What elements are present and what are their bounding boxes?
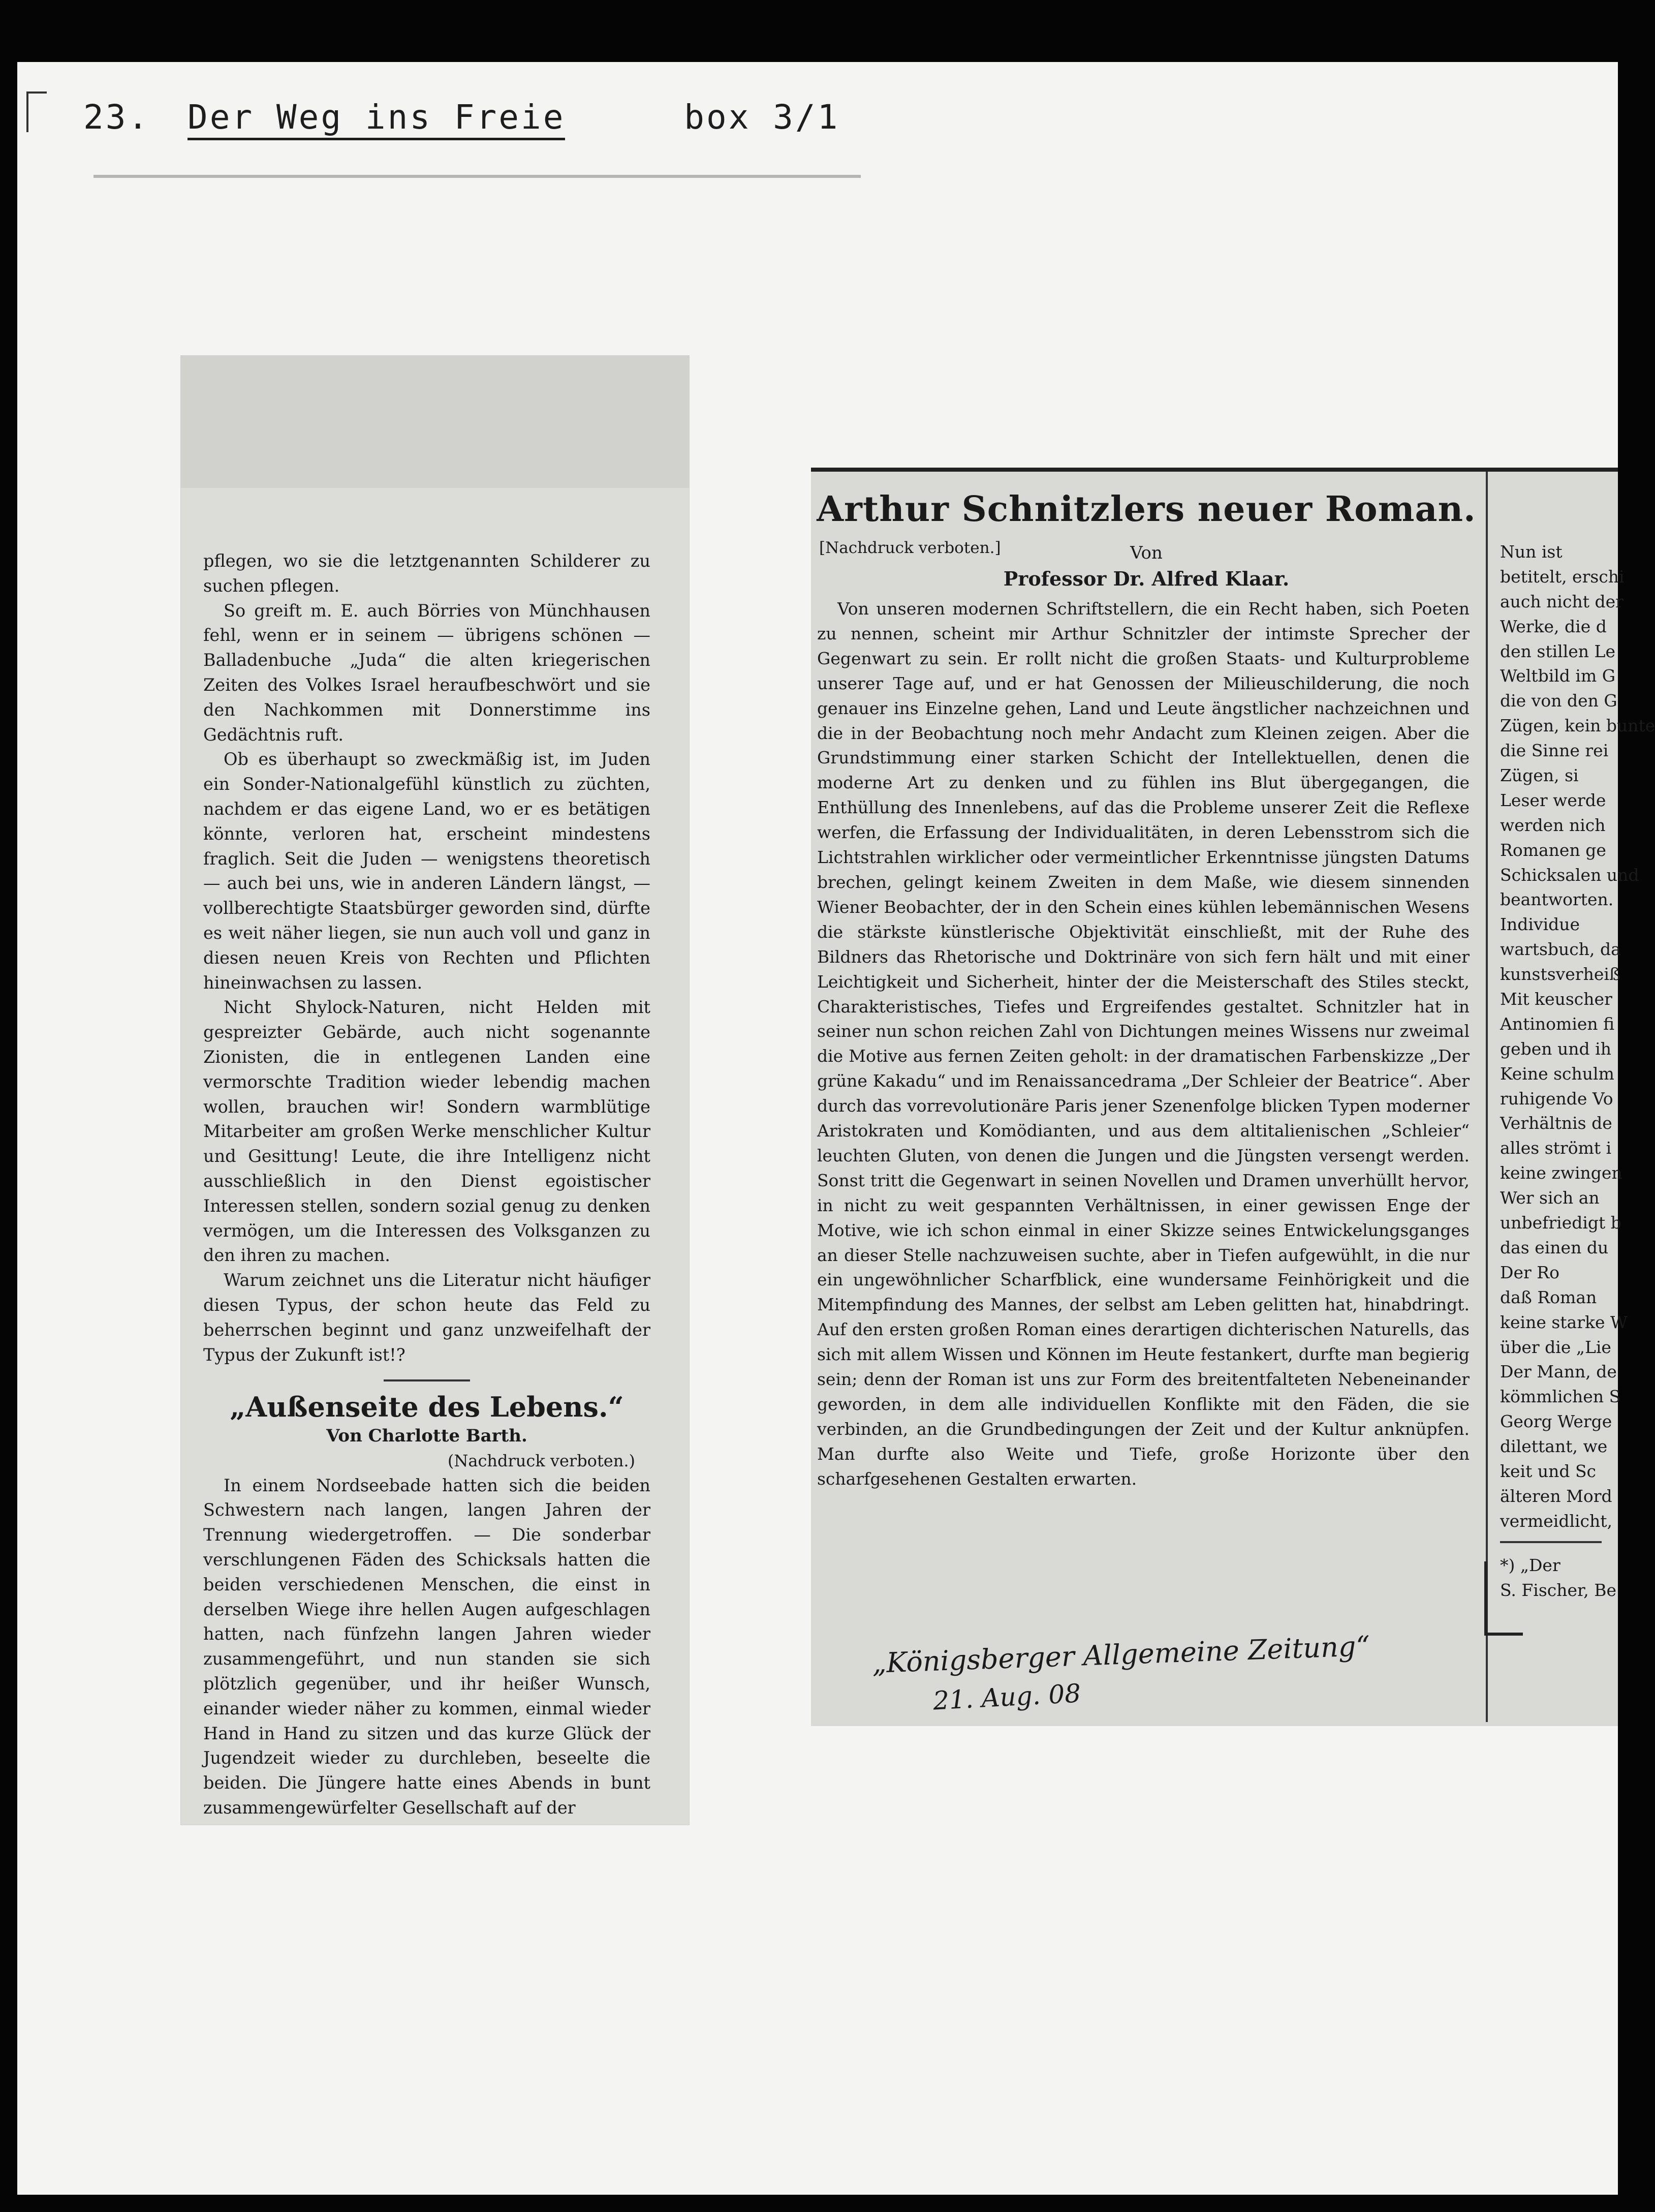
adjacent-column-line: die von den G [1500, 691, 1617, 711]
article-author: Professor Dr. Alfred Klaar. [1003, 567, 1290, 590]
adjacent-column-line: geben und ih [1500, 1038, 1611, 1059]
article-von: Von [1130, 543, 1163, 563]
adjacent-column-line: alles strömt i [1500, 1138, 1612, 1158]
adjacent-column-line: Leser werde [1500, 790, 1606, 810]
adjacent-column-line: die Sinne rei [1500, 741, 1609, 761]
adjacent-column-line: betitelt, erschi [1500, 566, 1625, 587]
left-paragraph: Nicht Shylock-Naturen, nicht Helden mit gespreizter Gebärde, auch nicht sogenannte Zionisten, die in entlegenen Landen eine vermorschte Tradition wieder lebendig machen wollen, brauchen wir! Sondern warmblütige Mitarbeiter am großen Werke menschlicher Kultur und Gesittung! Leute, die ihre Intelligenz nicht ausschließlich in den Dienst egoistischer Interessen stellen, sondern sozial genug zu denken vermögen, um die Interessen des Volksganzen zu den ihren zu machen. [203, 997, 650, 1266]
column-divider [1486, 472, 1488, 1722]
header-title: Der Weg ins Freie [188, 98, 566, 140]
right-clipping [811, 468, 1655, 1726]
adjacent-footnote-line: *) „Der [1500, 1555, 1560, 1575]
adjacent-column-line: Der Ro [1500, 1262, 1559, 1282]
left-paragraph: Ob es überhaupt so zweckmäßig ist, im Juden ein Sonder-Nationalgefühl künstlich zu züchten, nachdem er das eigene Land, wo er es betätigen könnte, verloren hat, erscheint mindestens fraglich. Seit die Juden — wenigstens theoretisch — auch bei uns, wie in anderen Ländern längst, — vollberechtigte Staatsbürger geworden sind, dürfte es weit näher liegen, sie nun auch voll und ganz in diesen neuen Kreis von Rechten und Pflichten hineinwachsen zu lassen. [203, 749, 650, 993]
adjacent-column-line: keine starke W [1500, 1312, 1628, 1332]
clipping-top-rule [811, 468, 1618, 472]
handwritten-date: 21. Aug. 08 [932, 1678, 1082, 1716]
adjacent-column-line: Zügen, si [1500, 765, 1579, 786]
handwritten-source: „Königsberger Allgemeine Zeitung“ [871, 1630, 1370, 1679]
handwritten-bracket [1484, 1561, 1523, 1636]
story-byline: Von Charlotte Barth. [326, 1426, 527, 1447]
adjacent-column-line: Der Mann, de [1500, 1362, 1617, 1382]
story-reprint-note: (Nachdruck verboten.) [447, 1451, 635, 1470]
left-paragraph: Warum zeichnet uns die Literatur nicht häufiger diesen Typus, der schon heute das Feld zu beherrschen beginnt und ganz unzweifelhaft der Typus der Zukunft ist!? [203, 1270, 650, 1365]
left-clipping [181, 356, 689, 1825]
adjacent-column-line: werden nich [1500, 815, 1606, 835]
sheet-header [83, 98, 839, 137]
adjacent-column-line: über die „Lie [1500, 1337, 1611, 1357]
adjacent-column-line: auch nicht der [1500, 591, 1623, 611]
story-paragraph: In einem Nordseebade hatten sich die beiden Schwestern nach langen, langen Jahren der Trennung wiedergetroffen. — Die sonderbar verschlungenen Fäden des Schicksals hatten die beiden verschiedenen Menschen, die einst in derselben Wiege ihre hellen Augen aufgeschlagen hatten, nach fünfzehn langen Jahren wieder zusammengeführt, und nun standen sie sich plötzlich gegenüber, und ihr heißer Wunsch, einander wieder näher zu kommen, einmal wieder Hand in Hand zu sitzen und das kurze Glück der Jugendzeit wieder zu durchleben, beseelte die beiden. Die Jüngere hatte eines Abends in bunt zusammengewürfelter Gesellschaft auf der [203, 1475, 650, 1818]
adjacent-column-line: Individue [1500, 914, 1580, 935]
article-paragraph: Von unseren modernen Schriftstellern, die ein Recht haben, sich Poeten zu nennen, scheint mir Arthur Schnitzler der intimste Sprecher der Gegenwart zu sein. Er rollt nicht die großen Staats- und Kulturprobleme unserer Tage auf, und er hat Genossen der Milieuschilderung, die noch genauer ins Einzelne gehen, Land und Leute ängstlicher nachzeichnen und die in der Beobachtung noch mehr Andacht zum Kleinen zeigen. Aber die Grundstimmung einer starken Schicht der Intellektuellen, denen die moderne Art zu denken und zu fühlen ins Blut übergegangen, die Enthüllung des Innenlebens, auf das die Probleme unserer Zeit die Reflexe werfen, die Erfassung der Individualitäten, in deren Lebensstrom sich die Lichtstrahlen wirklicher oder vermeintlicher Erkenntnisse jüngsten Datums brechen, gelingt keinem Zweiten in dem Maße, wie diesem sinnenden Wiener Beobachter, der in den Schein eines kühlen lebemännischen Wesens die stärkste künstlerische Objektivität einschließt, mit der Ruhe des Bildners das Rhetorische und Doktrinäre von sich fern hält und mit einer Leichtigkeit und Sicherheit, hinter der die Meisterschaft des Stiles steckt, Charakteristisches, Tiefes und Ergreifendes gestaltet. Schnitzler hat in seiner nun schon reichen Zahl von Dichtungen meines Wissens nur zweimal die Motive aus fernen Zeiten geholt: in der dramatischen Farbenskizze „Der grüne Kakadu“ und im Renaissancedrama „Der Schleier der Beatrice“. Aber durch das vorrevolutionäre Paris jener Szenenfolge blicken Typen moderner Aristokraten und Komödianten, und aus dem altitalienischen „Schleier“ leuchten Gluten, von denen die Jungen und die Jüngsten versengt werden. Sonst tritt die Gegenwart in seinen Novellen und Dramen unverhüllt hervor, in nicht zu weit gespannten Verhältnissen, in einer gewissen Enge der Motive, wie ich schon einmal in einer Skizze seines Entwickelungsganges an dieser Stelle nachzuweisen suchte, aber in Tiefen aufgewühlt, in die nur ein ungewöhnlicher Scharfblick, eine wundersame Feinhörigkeit und die Mitempfindung des Mannes, der selbst am Leben gelitten hat, hinabdringt. Auf den ersten großen Roman eines derartigen dichterischen Naturells, das sich mit allem Wissen und Können im Heute festankert, durfte man begierig sein; denn der Roman ist uns zur Form des breitentfalteten Nebeneinander geworden, in dem alle individuellen Konflikte mit den Fäden, die sie verbinden, an die Grundbedingungen der Zeit und der Kultur anknüpfen. Man durfte also Weite und Tiefe, große Horizonte über den scharfgesehenen Gestalten erwarten. [817, 599, 1470, 1489]
left-paragraph: pflegen, wo sie die letztgenannten Schilderer zu suchen pflegen. [203, 551, 650, 596]
left-paragraph: So greift m. E. auch Börries von Münchhausen fehl, wenn er in seinem — übrigens schönen — Balladenbuche „Juda“ die alten kriegerischen Zeiten des Volkes Israel heraufbeschwört und sie den Nachkommen mit Donnerstimme ins Gedächtnis ruft. [203, 600, 650, 745]
corner-mark [26, 91, 28, 132]
adjacent-column-line: Georg Werge [1500, 1411, 1612, 1432]
adjacent-column-line: keit und Sc [1500, 1461, 1597, 1481]
left-clipping-text [203, 549, 650, 1821]
adjacent-column-line: unbefriedigt b [1500, 1213, 1621, 1233]
story-title: „Außenseite des Lebens.“ [230, 1391, 624, 1424]
adjacent-column-line: Antinomien fi [1500, 1013, 1615, 1034]
adjacent-column-line: vermeidlicht, [1500, 1511, 1613, 1531]
adjacent-footnote-line: S. Fischer, Be [1500, 1580, 1616, 1600]
header-box: box 3/1 [684, 98, 840, 137]
adjacent-column-line: keine zwingen [1500, 1163, 1622, 1183]
adjacent-column-line: Nun ist [1500, 542, 1563, 562]
adjacent-column-line: wartsbuch, da [1500, 939, 1621, 960]
article-title: Arthur Schnitzlers neuer Roman. [817, 489, 1476, 530]
adjacent-column-line: das einen du [1500, 1237, 1609, 1257]
header-number: 23. [83, 98, 150, 137]
adjacent-column-line: Weltbild im G [1500, 666, 1616, 686]
adjacent-column-line: Werke, die d [1500, 616, 1607, 636]
adjacent-column-line: Romanen ge [1500, 840, 1606, 860]
section-rule [384, 1379, 470, 1381]
adjacent-column-line: Wer sich an [1500, 1188, 1600, 1208]
adjacent-column-line: älteren Mord [1500, 1486, 1612, 1506]
clipping-faded-area [181, 356, 689, 488]
adjacent-column-line: kunstsverheiß [1500, 964, 1620, 985]
adjacent-column-line: Verhältnis de [1500, 1113, 1612, 1133]
adjacent-column-line: dilettant, we [1500, 1436, 1608, 1457]
article-reprint-note: [Nachdruck verboten.] [819, 539, 1001, 557]
article-body [817, 597, 1470, 1492]
footnote-rule [1500, 1541, 1602, 1543]
adjacent-column-line: Zügen, kein bunte [1500, 716, 1655, 736]
adjacent-column-line: den stillen Le [1500, 641, 1615, 661]
archive-sheet [17, 62, 1655, 2195]
header-divider [93, 175, 861, 178]
adjacent-column-line: kömmlichen S [1500, 1387, 1621, 1407]
adjacent-column-line: ruhigende Vo [1500, 1088, 1613, 1109]
adjacent-column-line: beantworten. [1500, 889, 1614, 910]
adjacent-column-line: daß Roman [1500, 1287, 1597, 1307]
adjacent-column-line: Keine schulm [1500, 1063, 1614, 1084]
adjacent-column [1500, 540, 1655, 1603]
adjacent-column-line: Schicksalen und [1500, 865, 1639, 885]
adjacent-column-line: Mit keuscher [1500, 989, 1612, 1009]
